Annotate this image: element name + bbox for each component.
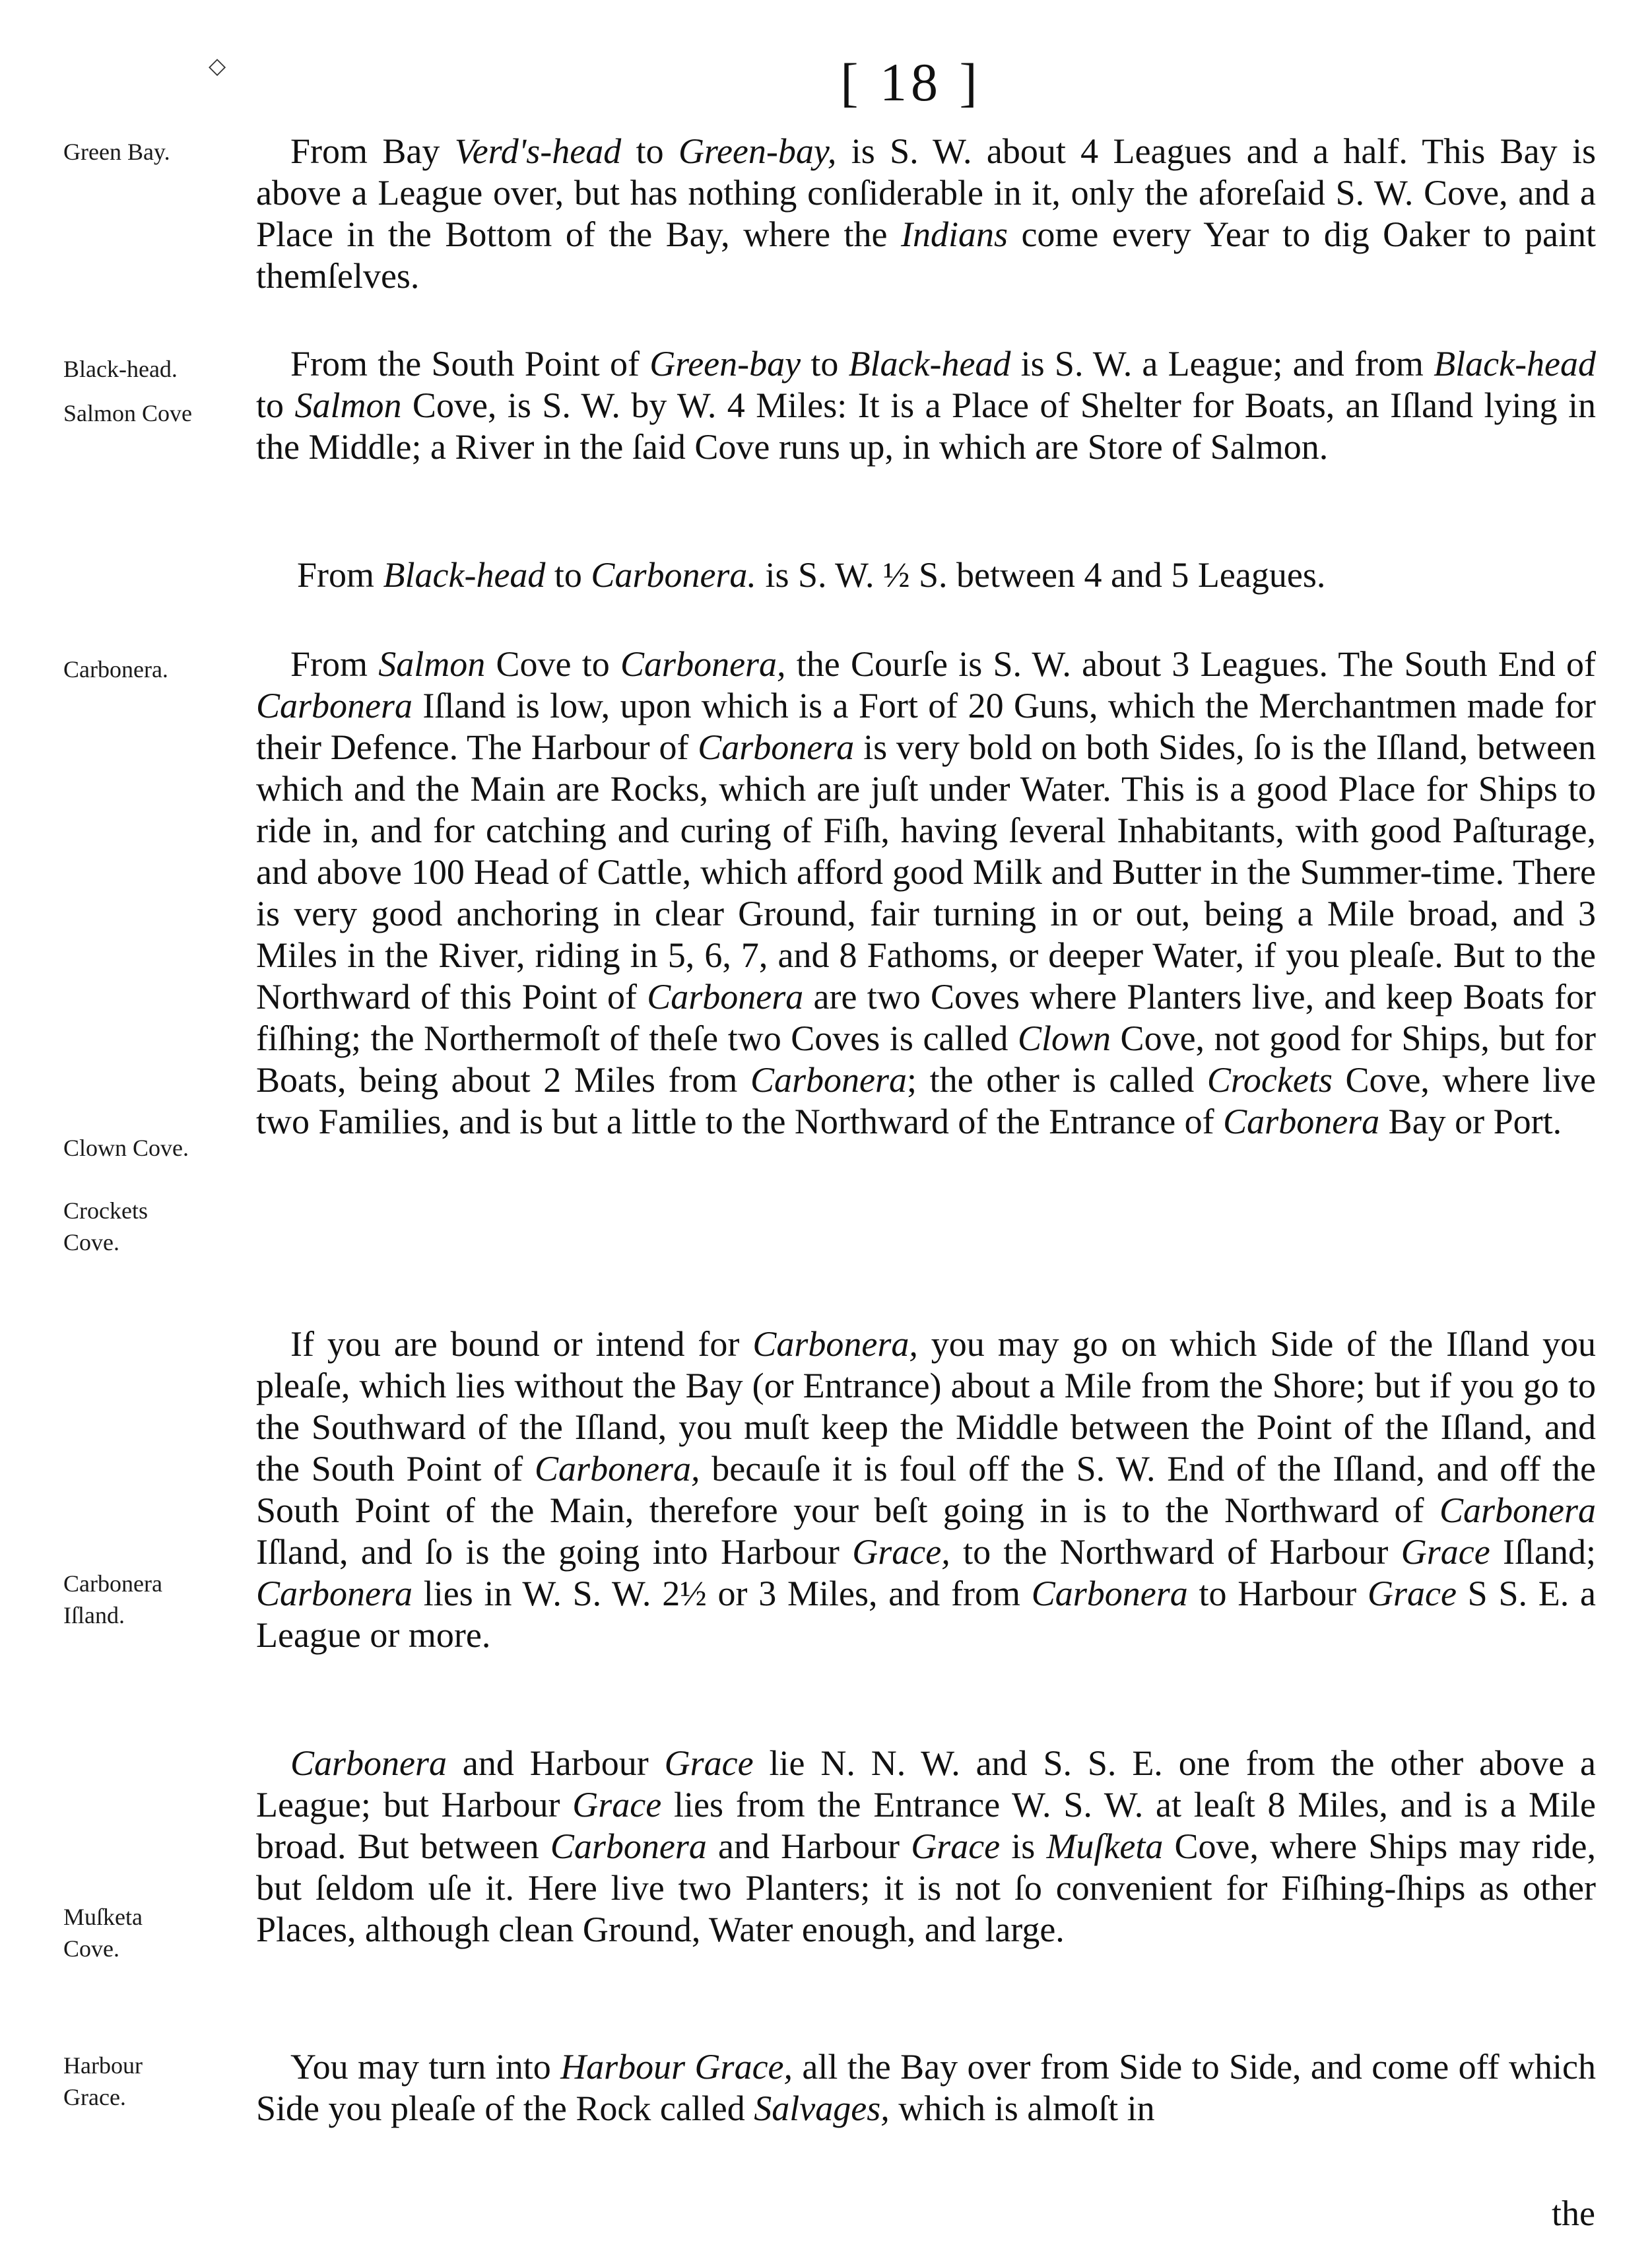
paragraph-carbonera-island: If you are bound or intend for Carbonera, you may go on which Side of the Iſland you pleaſe, which lies without the Bay (or Entrance) about a Mile from the Shore; but if you go to the Southward of the Iſland, you muſt keep the Middle between the Point of the Iſland, and the South Point of Carbonera, becauſe it is foul off the S. W. End of the Iſland, and off the South Point of the Main, therefore your beſt going in is to the Northward of Carbonera Iſland, and ſo is the going into Harbour Grace, to the Northward of Harbour Grace Iſland; Carbonera lies in W. S. W. 2½ or 3 Miles, and from Carbonera to Harbour Grace S S. E. a League or more.	[256, 1324, 1597, 1655]
paragraph-black-head: From the South Point of Green-bay to Black-head is S. W. a League; and from Black-head to Salmon Cove, is S. W. by W. 4 Miles: It is a Place of Shelter for Boats, an Iſland lying in the Middle; a River in the ſaid Cove runs up, in which are Store of Salmon.	[256, 344, 1597, 467]
margin-note-salmon-cove: Salmon Cove	[63, 400, 192, 426]
margin-note-clown-cove: Clown Cove.	[63, 1135, 189, 1161]
paragraph-musketa-cove: Carbonera and Harbour Grace lie N. N. W. and S. S. E. one from the other above a League; but Harbour Grace lies from the Entrance W. S. W. at leaſt 8 Miles, and is a Mile broad. But between Carbonera and Harbour Grace is Muſketa Cove, where Ships may ride, but ſeldom uſe it. Here live two Planters; it is not ſo convenient for Fiſhing-ſhips as other Places, although clean Ground, Water enough, and large.	[256, 1743, 1596, 1949]
paragraph-green-bay: From Bay Verd's-head to Green-bay, is S. W. about 4 Leagues and a half. This Bay is above a League over, but has nothing conſiderable in it, only the aforeſaid S. W. Cove, and a Place in the Bottom of the Bay, where the Indians come every Year to dig Oaker to paint themſelves.	[256, 131, 1596, 296]
margin-note-carbonera: Carbonera.	[63, 656, 168, 683]
margin-note-green-bay: Green Bay.	[63, 139, 170, 165]
header-ornament: ◇	[209, 54, 226, 79]
margin-note-crockets-cove: Crockets Cove.	[63, 1197, 148, 1255]
margin-note-black-head: Black-head.	[63, 356, 178, 382]
margin-note-musketa-cove: Muſketa Cove.	[63, 1904, 143, 1962]
paragraph-carbonera: From Salmon Cove to Carbonera, the Courſe is S. W. about 3 Leagues. The South End of Carbonera Iſland is low, upon which is a Fort of 20 Guns, which the Merchantmen made for their Defence. The Harbour of Carbonera is very bold on both Sides, ſo is the Iſland, between which and the Main are Rocks, which are juſt under Water. This is a good Place for Ships to ride in, and for catching and curing of Fiſh, having ſeveral Inhabitants, with good Paſturage, and above 100 Head of Cattle, which afford good Milk and Butter in the Summer-time. There is very good anchoring in clear Ground, fair turning in or out, being a Mile broad, and 3 Miles in the River, riding in 5, 6, 7, and 8 Fathoms, or deeper Water, if you pleaſe. But to the Northward of this Point of Carbonera are two Coves where Planters live, and keep Boats for fiſhing; the Northermoſt of theſe two Coves is called Clown Cove, not good for Ships, but for Boats, being about 2 Miles from Carbonera; the other is called Crockets Cove, where live two Families, and is but a little to the Northward of the Entrance of Carbonera Bay or Port.	[256, 644, 1597, 1141]
paragraph-harbour-grace: You may turn into Harbour Grace, all the Bay over from Side to Side, and come off which Side you pleaſe of the Rock called Salvages, which is almoſt in	[256, 2047, 1596, 2128]
paragraph-black-head-to-carbonera: From Black-head to Carbonera. is S. W. ½ S. between 4 and 5 Leagues.	[297, 555, 1326, 595]
catchword: the	[1552, 2193, 1595, 2233]
page-number: [ 18 ]	[840, 52, 981, 112]
margin-note-carbonera-island: Carbonera Iſland.	[63, 1570, 162, 1628]
margin-note-harbour-grace: Harbour Grace.	[63, 2052, 143, 2110]
